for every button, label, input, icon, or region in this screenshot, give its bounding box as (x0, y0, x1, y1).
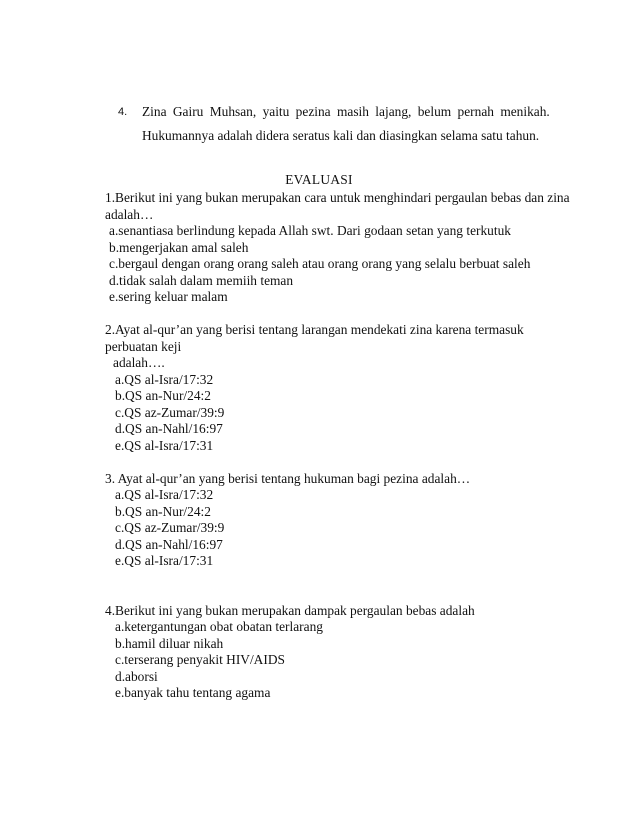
question-4-option-c: c.terserang penyakit HIV/AIDS (115, 652, 285, 667)
question-3 (105, 471, 555, 570)
question-list (105, 190, 570, 702)
intro-number: 4. (118, 106, 128, 118)
question-3-option-a: a.QS al-Isra/17:32 (115, 487, 214, 502)
question-1-text-cont: adalah… (105, 206, 154, 222)
question-1-option-c: c.bergaul dengan orang orang saleh atau orang orang yang selalu berbuat saleh (109, 256, 531, 271)
evaluation-heading: EVALUASI (285, 172, 353, 187)
question-1-text: 1.Berikut ini yang bukan merupakan cara untuk menghindari pergaulan bebas dan zina (105, 190, 570, 205)
question-3-option-b: b.QS an-Nur/24:2 (115, 503, 211, 519)
question-2-text-cont: perbuatan keji (105, 338, 182, 354)
question-4-option-e: e.banyak tahu tentang agama (115, 685, 271, 700)
intro-line-1: Zina Gairu Muhsan, yaitu pezina masih lajang, belum pernah menikah. (142, 104, 550, 119)
question-2-text: 2.Ayat al-qur’an yang berisi tentang larangan mendekati zina karena termasuk (105, 322, 524, 337)
question-2-option-c: c.QS az-Zumar/39:9 (115, 404, 225, 420)
question-3-option-c: c.QS az-Zumar/39:9 (115, 520, 225, 535)
question-1-option-b: b.mengerjakan amal saleh (109, 239, 249, 255)
intro-line-2: Hukumannya adalah didera seratus kali dan diasingkan selama satu tahun. (142, 128, 540, 143)
question-2-option-d: d.QS an-Nahl/16:97 (115, 421, 223, 436)
question-3-option-e: e.QS al-Isra/17:31 (115, 553, 214, 568)
intro-item (118, 100, 550, 148)
question-2-option-b: b.QS an-Nur/24:2 (115, 388, 211, 403)
question-2-text-end: adalah…. (113, 355, 165, 370)
question-1 (105, 190, 570, 306)
question-4 (105, 603, 555, 702)
question-4-text: 4.Berikut ini yang bukan merupakan dampak pergaulan bebas adalah (105, 602, 475, 618)
question-2-option-a: a.QS al-Isra/17:32 (115, 371, 214, 387)
question-1-option-d: d.tidak salah dalam memiih teman (109, 272, 294, 288)
question-4-option-b: b.hamil diluar nikah (115, 635, 224, 651)
question-1-option-a: a.senantiasa berlindung kepada Allah swt. Dari godaan setan yang terkutuk (109, 223, 511, 238)
question-4-option-a: a.ketergantungan obat obatan terlarang (115, 619, 323, 634)
question-1-option-e: e.sering keluar malam (109, 289, 228, 304)
question-3-text: 3. Ayat al-qur’an yang berisi tentang hukuman bagi pezina adalah… (105, 470, 471, 486)
question-2 (105, 322, 555, 454)
question-4-option-d: d.aborsi (115, 668, 158, 684)
question-3-option-d: d.QS an-Nahl/16:97 (115, 536, 223, 552)
question-2-option-e: e.QS al-Isra/17:31 (115, 437, 214, 453)
